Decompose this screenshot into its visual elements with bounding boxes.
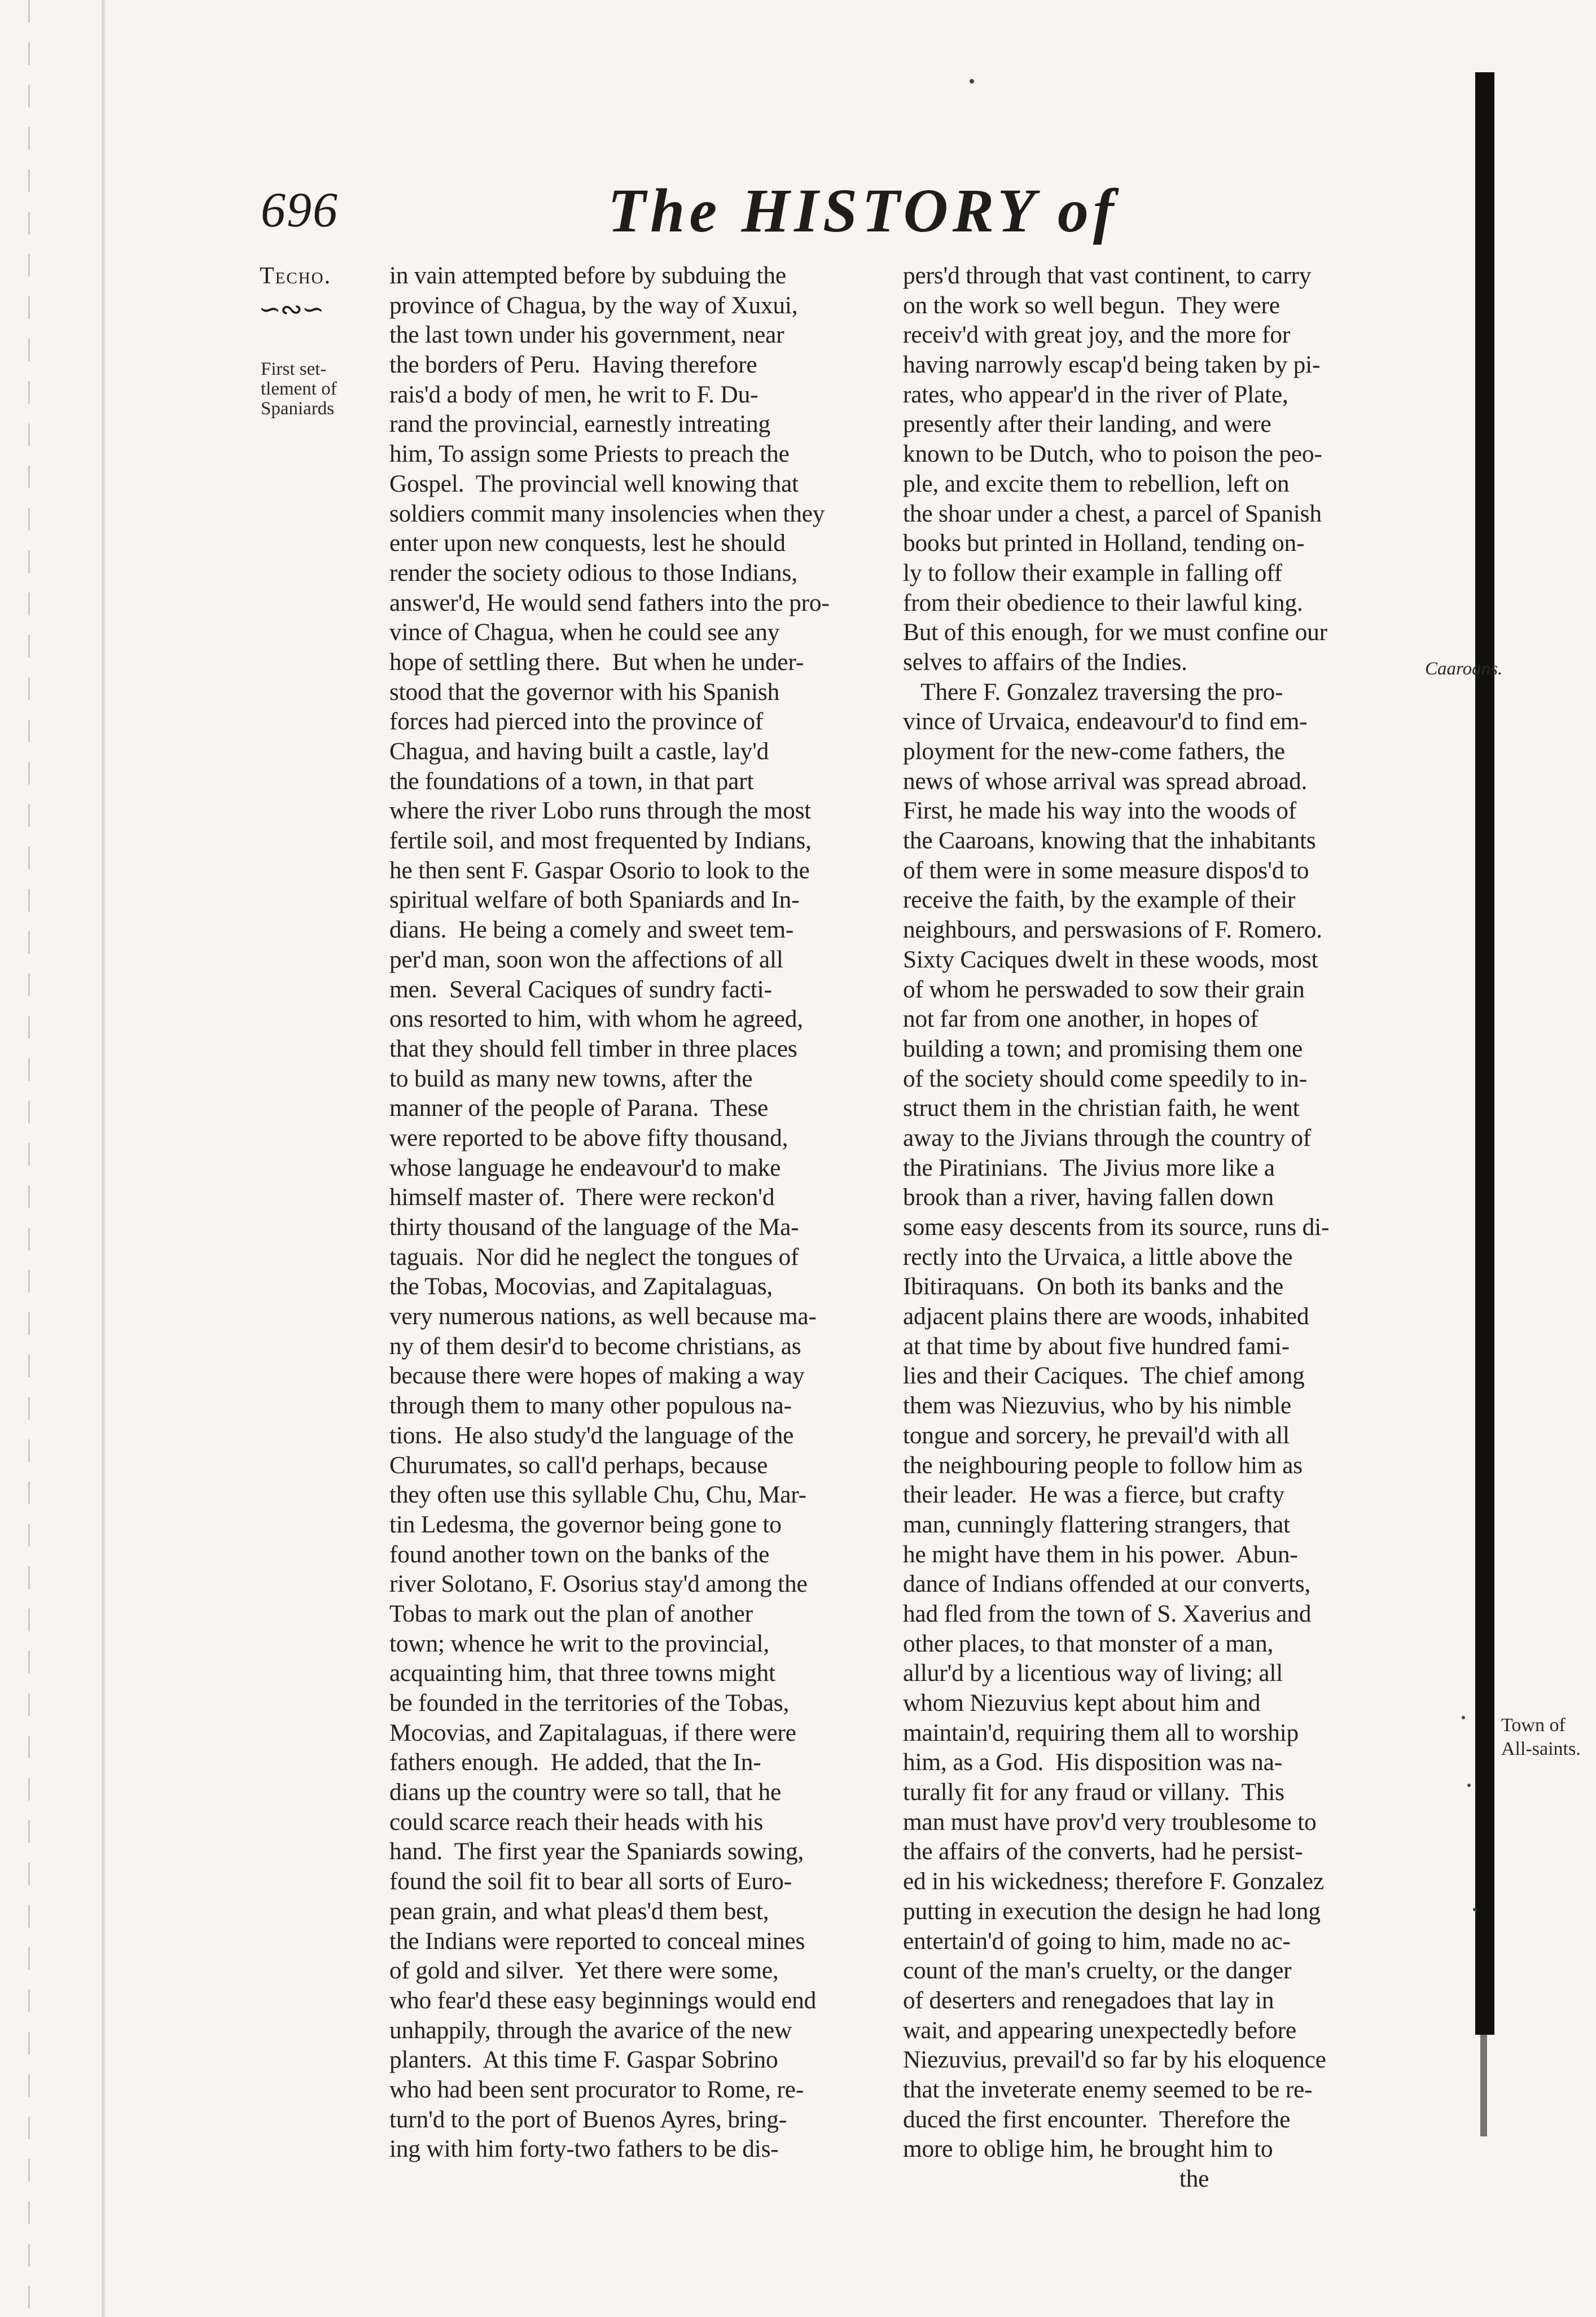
text-line: rais'd a body of men, he writ to F. Du-: [389, 380, 758, 408]
text-line: of gold and silver. Yet there were some,: [389, 1957, 779, 1985]
text-line: him, To assign some Priests to preach the: [389, 440, 790, 468]
text-line: pers'd through that vast continent, to carry: [903, 262, 1312, 289]
text-column-right: [903, 261, 1374, 2194]
text-line: the Indians were reported to conceal mines: [389, 1927, 805, 1955]
scan-edge-bar: [1475, 72, 1494, 2035]
text-line: Churumates, so call'd perhaps, because: [389, 1451, 768, 1479]
text-line: selves to affairs of the Indies.: [903, 648, 1187, 676]
text-line: entertain'd of going to him, made no ac-: [903, 1927, 1291, 1955]
text-line: stood that the governor with his Spanish: [389, 678, 780, 706]
text-line: hand. The first year the Spaniards sowing,: [389, 1838, 804, 1865]
text-line: receiv'd with great joy, and the more for: [903, 321, 1290, 349]
running-title: The HISTORY of: [608, 176, 1119, 245]
text-line: ny of them desir'd to become christians, as: [389, 1332, 801, 1360]
margin-ornament: ∽∾∽: [258, 295, 323, 325]
text-line: spiritual welfare of both Spaniards and In-: [389, 886, 800, 914]
text-line: where the river Lobo runs through the most: [389, 797, 812, 825]
text-line: brook than a river, having fallen down: [903, 1184, 1274, 1211]
text-line: found the soil fit to bear all sorts of Euro-: [389, 1868, 792, 1895]
text-line: tin Ledesma, the governor being gone to: [389, 1510, 782, 1538]
text-line: because there were hopes of making a way: [389, 1362, 805, 1390]
text-line: Niezuvius, prevail'd so far by his eloquence: [903, 2046, 1326, 2074]
text-line: ed in his wickedness; therefore F. Gonzalez: [903, 1868, 1324, 1895]
text-line: maintain'd, requiring them all to worship: [903, 1719, 1299, 1746]
text-line: the last town under his government, near: [389, 321, 784, 349]
text-line: the Tobas, Mocovias, and Zapitalaguas,: [389, 1273, 773, 1300]
speck: [1467, 1784, 1471, 1787]
text-line: forces had pierced into the province of: [389, 708, 764, 735]
side-note-caaroans: Caaroans.: [1425, 659, 1503, 679]
text-line: books but printed in Holland, tending on-: [903, 529, 1305, 557]
text-line: pean grain, and what pleas'd them best,: [389, 1897, 769, 1925]
text-line: ly to follow their example in falling off: [903, 559, 1282, 586]
text-line: town; whence he writ to the provincial,: [389, 1630, 769, 1657]
text-line: tions. He also study'd the language of the: [389, 1421, 794, 1449]
text-line: planters. At this time F. Gaspar Sobrino: [389, 2046, 778, 2074]
binding-edge: [28, 0, 30, 2317]
text-line: Gospel. The provincial well knowing that: [389, 470, 799, 497]
text-line: him, as a God. His disposition was na-: [903, 1749, 1282, 1776]
text-line: ons resorted to him, with whom he agreed,: [389, 1005, 803, 1033]
text-line: the: [903, 2165, 1209, 2192]
text-line: to build as many new towns, after the: [389, 1065, 753, 1092]
text-line: known to be Dutch, who to poison the peo-: [903, 440, 1322, 468]
text-line: But of this enough, for we must confine our: [903, 619, 1327, 646]
text-line: the borders of Peru. Having therefore: [389, 351, 757, 379]
text-line: had fled from the town of S. Xaverius and: [903, 1600, 1312, 1627]
text-line: unhappily, through the avarice of the new: [389, 2016, 792, 2044]
text-line: hope of settling there. But when he under-: [389, 648, 804, 676]
text-line: per'd man, soon won the affections of all: [389, 945, 783, 973]
text-line: of whom he perswaded to sow their grain: [903, 975, 1305, 1003]
text-line: be founded in the territories of the Tobas,: [389, 1689, 790, 1716]
text-line: turn'd to the port of Buenos Ayres, bring-: [389, 2105, 787, 2133]
text-line: could scarce reach their heads with his: [389, 1808, 764, 1836]
text-line: duced the first encounter. Therefore the: [903, 2105, 1291, 2133]
text-line: having narrowly escap'd being taken by pi-: [903, 351, 1321, 379]
text-line: enter upon new conquests, lest he should: [389, 529, 786, 557]
text-line: ployment for the new-come fathers, the: [903, 738, 1285, 765]
text-line: man must have prov'd very troublesome to: [903, 1808, 1317, 1836]
text-line: Chagua, and having built a castle, lay'd: [389, 738, 769, 765]
text-line: taguais. Nor did he neglect the tongues of: [389, 1243, 799, 1271]
text-line: through them to many other populous na-: [389, 1392, 792, 1420]
text-line: render the society odious to those Indians,: [389, 559, 797, 586]
text-line: news of whose arrival was spread abroad.: [903, 767, 1308, 795]
text-line: not far from one another, in hopes of: [903, 1005, 1259, 1033]
text-line: struct them in the christian faith, he went: [903, 1094, 1300, 1122]
text-line: very numerous nations, as well because ma-: [389, 1303, 817, 1330]
text-line: ple, and excite them to rebellion, left on: [903, 470, 1290, 497]
text-line: himself master of. There were reckon'd: [389, 1184, 775, 1211]
text-line: dians up the country were so tall, that he: [389, 1779, 782, 1806]
text-line: turally fit for any fraud or villany. This: [903, 1779, 1284, 1806]
text-line: adjacent plains there are woods, inhabited: [903, 1303, 1309, 1330]
text-line: the Piratinians. The Jivius more like a: [903, 1154, 1275, 1181]
text-line: neighbours, and perswasions of F. Romero.: [903, 916, 1322, 944]
text-line: that they should fell timber in three places: [389, 1035, 797, 1062]
text-line: river Solotano, F. Osorius stay'd among the: [389, 1570, 808, 1598]
text-line: the affairs of the converts, had he persist-: [903, 1838, 1303, 1865]
text-line: some easy descents from its source, runs di-: [903, 1214, 1330, 1241]
text-line: vince of Urvaica, endeavour'd to find em-: [903, 708, 1308, 735]
text-line: There F. Gonzalez traversing the pro-: [903, 678, 1283, 706]
text-line: count of the man's cruelty, or the danger: [903, 1957, 1292, 1985]
text-line: putting in execution the design he had long: [903, 1897, 1321, 1925]
text-line: fathers enough. He added, that the In-: [389, 1749, 761, 1776]
text-line: receive the faith, by the example of their: [903, 886, 1296, 914]
text-line: they often use this syllable Chu, Chu, Mar-: [389, 1481, 806, 1509]
text-line: them was Niezuvius, who by his nimble: [903, 1392, 1291, 1420]
text-line: answer'd, He would send fathers into the pro-: [389, 589, 830, 616]
text-line: who had been sent procurator to Rome, re-: [389, 2075, 804, 2103]
text-line: who fear'd these easy beginnings would end: [389, 1986, 817, 2014]
text-line: found another town on the banks of the: [389, 1540, 770, 1568]
text-line: from their obedience to their lawful king.: [903, 589, 1303, 616]
side-note-all-saints: Town of All-saints.: [1501, 1715, 1581, 1759]
text-line: wait, and appearing unexpectedly before: [903, 2016, 1296, 2044]
text-line: presently after their landing, and were: [903, 410, 1271, 438]
text-line: province of Chagua, by the way of Xuxui,: [389, 291, 798, 319]
text-line: soldiers commit many insolencies when they: [389, 500, 825, 527]
text-line: on the work so well begun. They were: [903, 291, 1280, 319]
text-line: of them were in some measure dispos'd to: [903, 856, 1309, 884]
text-line: manner of the people of Parana. These: [389, 1094, 769, 1122]
text-line: thirty thousand of the language of the Ma-: [389, 1214, 799, 1241]
text-line: whom Niezuvius kept about him and: [903, 1689, 1261, 1716]
text-line: Mocovias, and Zapitalaguas, if there were: [389, 1719, 796, 1746]
text-line: other places, to that monster of a man,: [903, 1630, 1274, 1657]
text-line: more to oblige him, he brought him to: [903, 2135, 1273, 2163]
text-line: rates, who appear'd in the river of Plate,: [903, 380, 1288, 408]
text-column-left: [389, 261, 861, 2164]
text-line: Tobas to mark out the plan of another: [389, 1600, 753, 1627]
text-line: building a town; and promising them one: [903, 1035, 1303, 1062]
text-line: man, cunningly flattering strangers, that: [903, 1510, 1290, 1538]
speck: [970, 79, 974, 84]
margin-catchword: Techo.: [260, 263, 332, 289]
text-line: Ibitiraquans. On both its banks and the: [903, 1273, 1284, 1300]
text-line: dians. He being a comely and sweet tem-: [389, 916, 794, 944]
text-line: of the society should come speedily to in-: [903, 1065, 1307, 1092]
text-line: ing with him forty-two fathers to be dis-: [389, 2135, 779, 2163]
text-line: were reported to be above fifty thousand,: [389, 1124, 788, 1151]
text-line: rand the provincial, earnestly intreating: [389, 410, 770, 438]
text-line: tongue and sorcery, he prevail'd with all: [903, 1421, 1290, 1449]
text-line: that the inveterate enemy seemed to be re-: [903, 2075, 1313, 2103]
text-line: in vain attempted before by subduing the: [389, 262, 786, 289]
text-line: vince of Chagua, when he could see any: [389, 619, 780, 646]
page-fold-shadow: [102, 0, 105, 2317]
side-note-settlement: First set- tlement of Spaniards: [261, 359, 337, 419]
text-line: away to the Jivians through the country of: [903, 1124, 1312, 1151]
speck: [1473, 1908, 1476, 1911]
speck: [1462, 1716, 1465, 1719]
text-line: he might have them in his power. Abun-: [903, 1540, 1298, 1568]
text-line: he then sent F. Gaspar Osorio to look to the: [389, 856, 810, 884]
text-line: the neighbouring people to follow him as: [903, 1451, 1303, 1479]
text-line: whose language he endeavour'd to make: [389, 1154, 781, 1181]
text-line: the foundations of a town, in that part: [389, 767, 754, 795]
text-line: Sixty Caciques dwelt in these woods, most: [903, 945, 1318, 973]
text-line: their leader. He was a fierce, but crafty: [903, 1481, 1284, 1509]
text-line: men. Several Caciques of sundry facti-: [389, 975, 772, 1003]
scan-edge-bar-lower: [1480, 2035, 1487, 2136]
text-line: allur'd by a licentious way of living; all: [903, 1659, 1283, 1687]
text-line: rectly into the Urvaica, a little above the: [903, 1243, 1293, 1271]
text-line: at that time by about five hundred fami-: [903, 1332, 1290, 1360]
text-line: the shoar under a chest, a parcel of Spanish: [903, 500, 1322, 527]
text-line: First, he made his way into the woods of: [903, 797, 1297, 825]
text-line: the Caaroans, knowing that the inhabitants: [903, 827, 1316, 855]
page-number: 696: [261, 183, 339, 238]
text-line: dance of Indians offended at our converts,: [903, 1570, 1311, 1598]
text-line: fertile soil, and most frequented by Indians,: [389, 827, 812, 855]
text-line: lies and their Caciques. The chief among: [903, 1362, 1305, 1390]
text-line: acquainting him, that three towns might: [389, 1659, 775, 1687]
text-line: of deserters and renegadoes that lay in: [903, 1986, 1274, 2014]
